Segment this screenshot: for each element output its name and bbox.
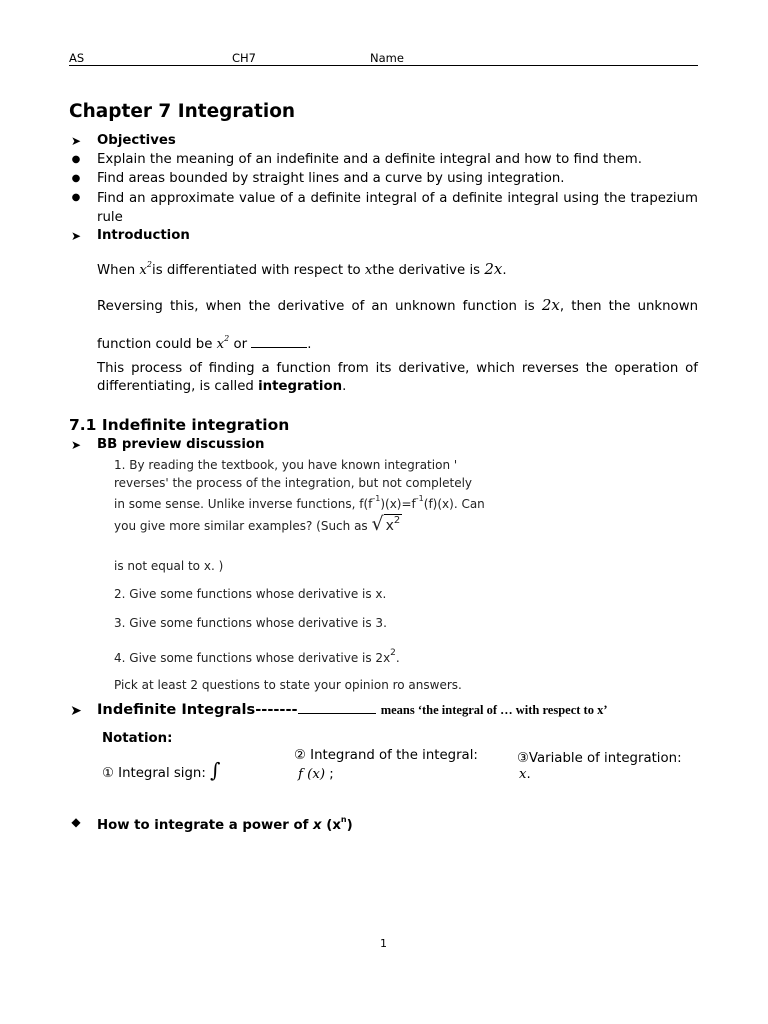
arrow-bullet-icon: ➤ <box>70 229 82 243</box>
power-text: ) <box>346 818 353 833</box>
math-x: x <box>364 263 373 278</box>
objective-item: Explain the meaning of an indefinite and a definite integral and how to find them. <box>97 152 642 167</box>
header-left: AS <box>69 51 85 65</box>
page-number: 1 <box>380 937 387 950</box>
chapter-title: Chapter 7 Integration <box>69 101 296 122</box>
intro-text: , then the unknown <box>559 299 699 314</box>
notation-punct: ; <box>325 767 334 782</box>
intro-paragraph-4-line-1: This process of finding a function from its derivative, which reverses the operation of <box>97 361 698 376</box>
integral-sign-icon: ∫ <box>210 758 221 782</box>
math-x-squared <box>216 334 230 352</box>
notation-item-2-label: ② Integrand of the integral: <box>294 748 478 763</box>
radicand-exponent: 2 <box>393 515 401 526</box>
notation-item-2-math <box>298 767 334 782</box>
question-1-line-4 <box>114 513 402 535</box>
intro-text: When <box>97 263 140 278</box>
notation-heading: Notation: <box>102 731 173 746</box>
intro-text: function could be <box>97 337 217 352</box>
math-exponent: 2 <box>224 334 230 343</box>
power-text: How to integrate a power of <box>97 818 314 833</box>
objective-item: Find an approximate value of a definite integral of a definite integral using the trapezium rule <box>97 191 698 225</box>
notation-item-1 <box>102 758 221 782</box>
pick-instruction: Pick at least 2 questions to state your opinion ro answers. <box>114 678 462 692</box>
power-var: x <box>313 818 322 833</box>
math-var: x <box>216 337 225 352</box>
question-text: in some sense. Unlike inverse functions, f(f <box>114 497 373 511</box>
math-var: x <box>139 263 147 278</box>
math-x-squared <box>139 260 153 278</box>
notation-punct: . <box>526 767 531 782</box>
question-text: (f)(x). Can <box>423 497 485 511</box>
math-2x: 2x <box>484 260 503 278</box>
intro-text: . <box>502 263 507 278</box>
intro-paragraph-2 <box>97 296 698 316</box>
answer-blank[interactable] <box>298 701 376 714</box>
bullet-icon: ● <box>71 192 81 203</box>
math-x: x <box>519 767 527 782</box>
sqrt-radicand <box>384 514 403 534</box>
bullet-icon: ● <box>71 154 81 165</box>
intro-text: the derivative is <box>372 263 485 278</box>
exponent: -1 <box>372 494 381 503</box>
bb-heading: BB preview discussion <box>97 437 265 452</box>
indefinite-heading: Indefinite Integrals------- <box>97 701 298 718</box>
intro-text: is differentiated with respect to <box>152 263 365 278</box>
arrow-bullet-icon: ➤ <box>70 703 82 719</box>
square-root-icon: √ <box>371 513 384 535</box>
math-f-of-x: f (x) <box>298 767 326 782</box>
question-1-line-5: is not equal to x. ) <box>114 559 224 573</box>
question-4 <box>114 648 400 665</box>
introduction-heading: Introduction <box>97 228 190 243</box>
question-3: 3. Give some functions whose derivative is 3. <box>114 616 387 630</box>
question-text: you give more similar examples? (Such as <box>114 519 372 533</box>
intro-bold-term: integration <box>258 379 343 394</box>
question-2: 2. Give some functions whose derivative is x. <box>114 587 387 601</box>
question-text: )(x)=f <box>380 497 416 511</box>
indefinite-integrals-line <box>97 701 608 718</box>
header-chapter: CH7 <box>232 51 256 65</box>
intro-text: . <box>342 379 347 394</box>
intro-paragraph-4-line-2 <box>97 379 346 394</box>
question-1-line-1: 1. By reading the textbook, you have known integration ' <box>114 458 458 472</box>
bullet-icon: ● <box>71 173 81 184</box>
arrow-bullet-icon: ➤ <box>70 438 82 452</box>
objectives-heading: Objectives <box>97 133 176 148</box>
power-exponent: n <box>340 815 347 824</box>
intro-text: or <box>229 337 252 352</box>
section-title: 7.1 Indefinite integration <box>69 416 290 434</box>
exponent: -1 <box>415 494 424 503</box>
intro-text: differentiating, is called <box>97 379 259 394</box>
notation-item-3-math <box>519 767 531 782</box>
intro-paragraph-3 <box>97 334 312 352</box>
objective-item: Find areas bounded by straight lines and a curve by using integration. <box>97 171 565 186</box>
question-1-line-3 <box>114 494 485 511</box>
notation-item-3-label: ③Variable of integration: <box>517 751 682 766</box>
intro-text: . <box>307 337 312 352</box>
notation-label: ① Integral sign: <box>102 766 211 781</box>
power-text: (x <box>321 818 341 833</box>
answer-blank[interactable] <box>251 337 307 348</box>
question-text: . <box>395 651 400 665</box>
diamond-bullet-icon: ◆ <box>71 815 81 829</box>
question-1-line-2: reverses' the process of the integration, but not completely <box>114 476 473 490</box>
question-text: 4. Give some functions whose derivative is 2x <box>114 651 391 665</box>
intro-text: Reversing this, when the derivative of an unknown function is <box>97 299 542 314</box>
header-rule <box>69 65 698 66</box>
power-heading <box>97 815 353 833</box>
arrow-bullet-icon: ➤ <box>70 134 82 148</box>
math-exponent: 2 <box>146 260 153 269</box>
header-name-label: Name <box>370 51 404 65</box>
intro-paragraph-1 <box>97 260 507 278</box>
indefinite-meaning: means ‘the integral of … with respect to x’ <box>380 703 608 717</box>
exponent: 2 <box>390 648 396 658</box>
radicand-var: x <box>385 518 394 534</box>
math-2x: 2x <box>541 296 560 314</box>
